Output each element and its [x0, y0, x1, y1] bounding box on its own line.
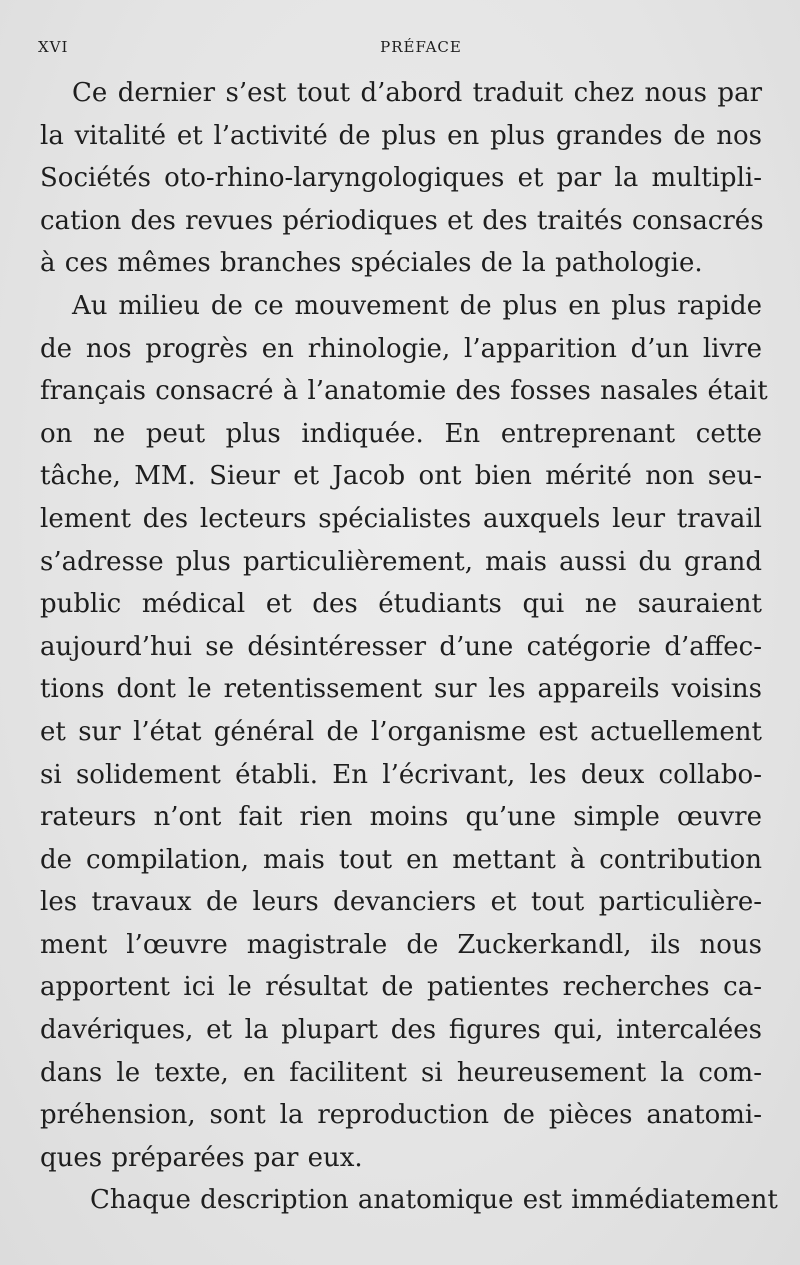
- text-line: à ces mêmes branches spéciales de la pathologie.: [40, 248, 703, 279]
- text-line: les travaux de leurs devanciers et tout particulière-: [40, 887, 762, 918]
- text-line: Sociétés oto-rhino-laryngologiques et par la multipli-: [40, 163, 762, 194]
- text-line: public médical et des étudiants qui ne sauraient: [40, 589, 762, 620]
- text-line: de compilation, mais tout en mettant à contribution: [40, 844, 762, 875]
- text-line: et sur l’état général de l’organisme est actuellement: [40, 716, 762, 747]
- body-text: [40, 72, 778, 1222]
- page-number: XVI: [38, 38, 69, 56]
- text-line: davériques, et la plupart des figures qui, intercalées: [40, 1015, 762, 1046]
- page-header: [38, 38, 762, 58]
- text-line: la vitalité et l’activité de plus en plus grandes de nos: [40, 120, 762, 151]
- text-line: Ce dernier s’est tout d’abord traduit chez nous par: [72, 78, 762, 108]
- text-line: tions dont le retentissement sur les appareils voisins: [40, 674, 762, 705]
- text-line: si solidement établi. En l’écrivant, les deux collabo-: [40, 759, 762, 790]
- text-line: Chaque description anatomique est immédiatement: [90, 1185, 778, 1216]
- text-line: de nos progrès en rhinologie, l’apparition d’un livre: [40, 333, 762, 364]
- text-line: rateurs n’ont fait rien moins qu’une simple œuvre: [40, 802, 762, 833]
- text-line: on ne peut plus indiquée. En entreprenant cette: [40, 418, 762, 449]
- text-line: tâche, MM. Sieur et Jacob ont bien mérité non seu-: [40, 461, 762, 492]
- text-line: préhension, sont la reproduction de pièces anatomi-: [40, 1100, 762, 1131]
- text-line: ment l’œuvre magistrale de Zuckerkandl, ils nous: [40, 929, 762, 960]
- text-line: cation des revues périodiques et des traités consacrés: [40, 205, 764, 236]
- text-line: ques préparées par eux.: [40, 1142, 363, 1173]
- text-line: français consacré à l’anatomie des fosses nasales était: [40, 376, 768, 407]
- text-line: s’adresse plus particulièrement, mais aussi du grand: [40, 546, 762, 577]
- text-line: lement des lecteurs spécialistes auxquels leur travail: [40, 503, 762, 534]
- text-line: aujourd’hui se désintéresser d’une catégorie d’affec-: [40, 631, 762, 662]
- running-title: PRÉFACE: [380, 38, 462, 56]
- text-line: Au milieu de ce mouvement de plus en plus rapide: [72, 290, 762, 321]
- text-line: apportent ici le résultat de patientes recherches ca-: [40, 972, 762, 1003]
- text-line: dans le texte, en facilitent si heureusement la com-: [40, 1057, 762, 1088]
